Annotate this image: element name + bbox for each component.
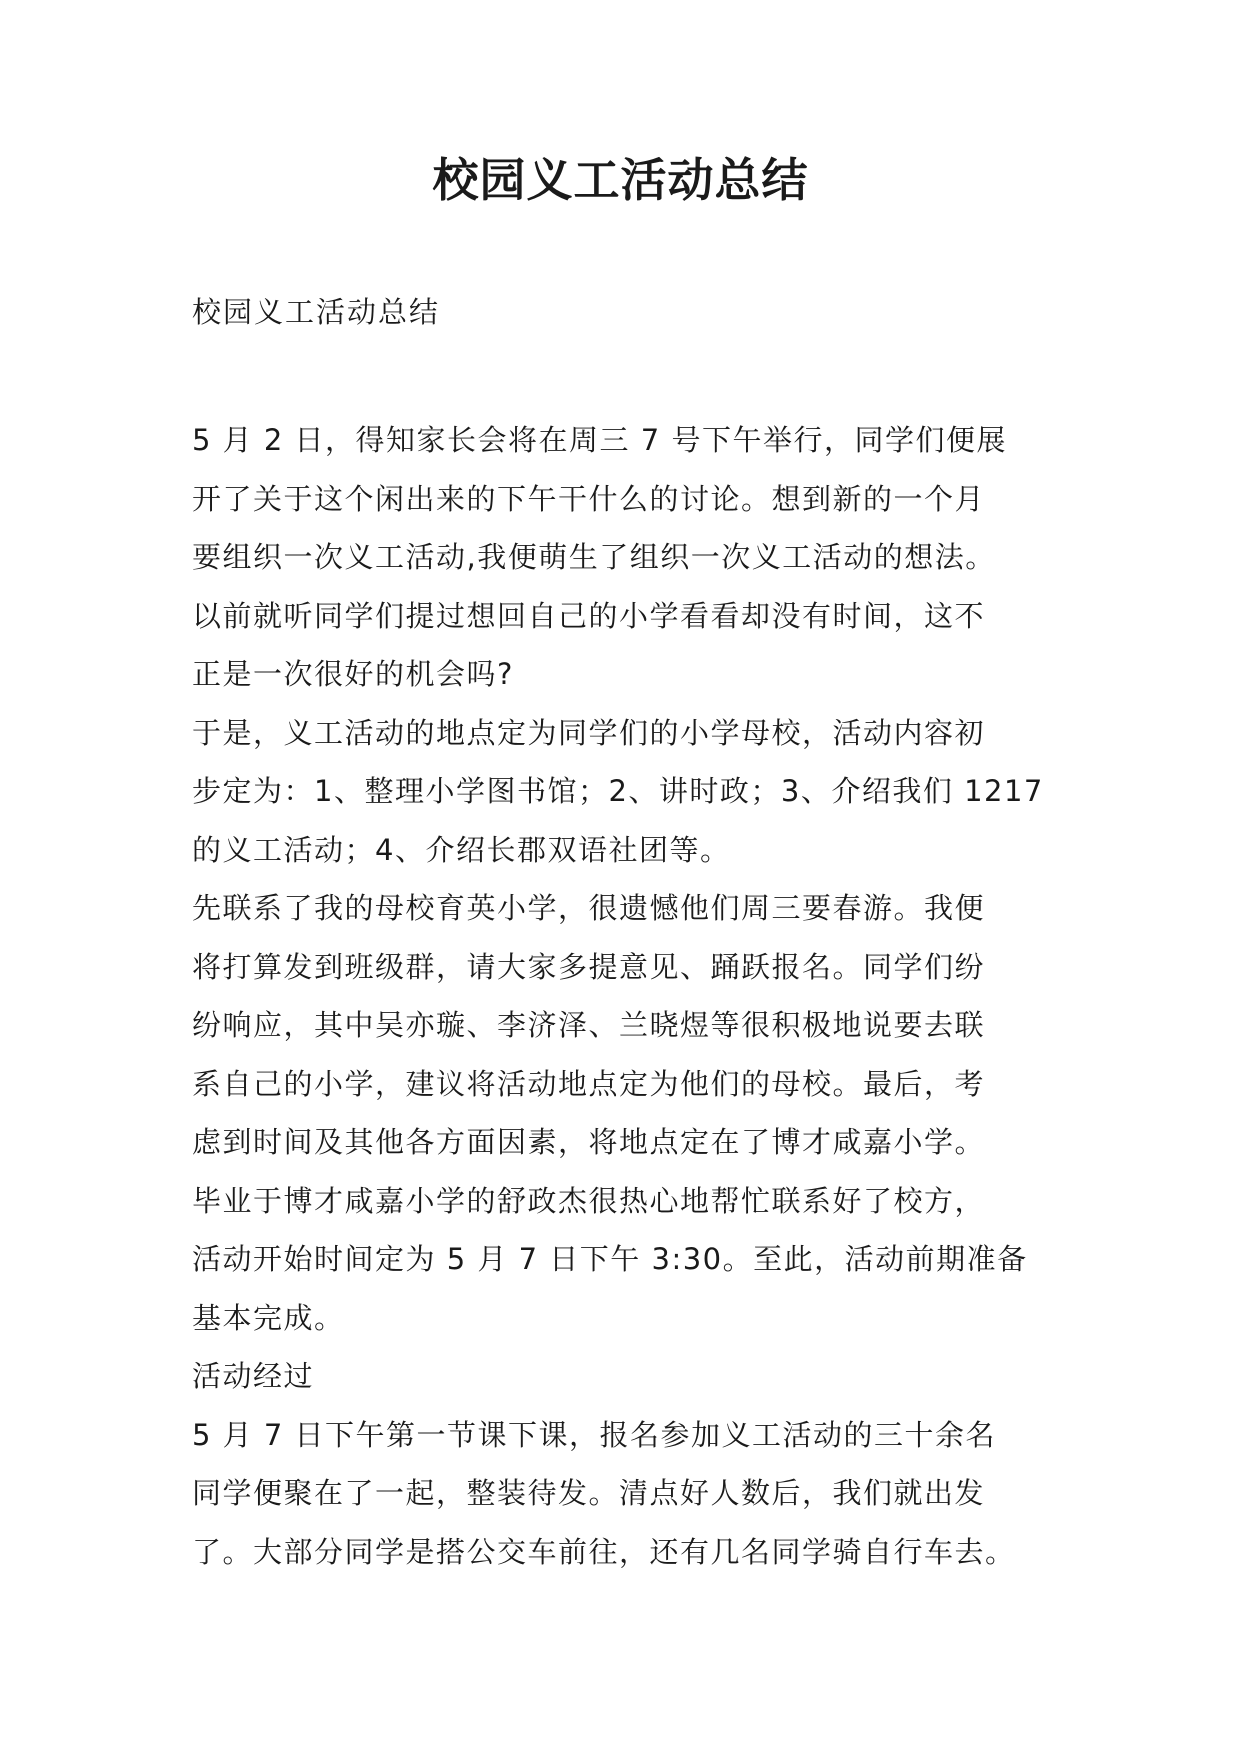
body-line: 同学便聚在了一起，整装待发。清点好人数后，我们就出发 bbox=[192, 1476, 986, 1510]
body-line: 5 月 2 日，得知家长会将在周三 7 号下午举行，同学们便展 bbox=[192, 423, 1007, 457]
body-line: 以前就听同学们提过想回自己的小学看看却没有时间，这不 bbox=[192, 598, 986, 633]
body-line: 活动开始时间定为 5 月 7 日下午 3:30。至此，活动前期准备 bbox=[192, 1242, 1028, 1276]
body-line: 的义工活动；4、介绍长郡双语社团等。 bbox=[192, 832, 731, 867]
body-line: 虑到时间及其他各方面因素，将地点定在了博才咸嘉小学。 bbox=[192, 1125, 986, 1159]
body-line: 要组织一次义工活动,我便萌生了组织一次义工活动的想法。 bbox=[192, 540, 996, 574]
body-line: 毕业于博才咸嘉小学的舒政杰很热心地帮忙联系好了校方， bbox=[192, 1183, 986, 1218]
body-line: 开了关于这个闲出来的下午干什么的讨论。想到新的一个月 bbox=[192, 481, 986, 516]
body-line: 了。大部分同学是搭公交车前往，还有几名同学骑自行车去。 bbox=[192, 1534, 1016, 1569]
body-line: 5 月 7 日下午第一节课下课，报名参加义工活动的三十余名 bbox=[192, 1417, 997, 1452]
body-line: 将打算发到班级群，请大家多提意见、踊跃报名。同学们纷 bbox=[192, 949, 986, 984]
document-subtitle: 校园义工活动总结 bbox=[192, 295, 441, 329]
body-line: 正是一次很好的机会吗? bbox=[192, 657, 514, 691]
section-heading: 活动经过 bbox=[192, 1359, 315, 1393]
document-body bbox=[192, 411, 1072, 1581]
body-line: 步定为：1、整理小学图书馆；2、讲时政；3、介绍我们 1217 bbox=[192, 774, 1044, 808]
body-line: 于是，义工活动的地点定为同学们的小学母校，活动内容初 bbox=[192, 715, 986, 750]
body-line: 先联系了我的母校育英小学，很遗憾他们周三要春游。我便 bbox=[192, 891, 986, 925]
body-line: 系自己的小学，建议将活动地点定为他们的母校。最后，考 bbox=[192, 1066, 986, 1101]
body-line: 基本完成。 bbox=[192, 1300, 345, 1335]
body-line: 纷响应，其中吴亦璇、李济泽、兰晓煜等很积极地说要去联 bbox=[192, 1008, 986, 1042]
document-title: 校园义工活动总结 bbox=[432, 153, 809, 207]
